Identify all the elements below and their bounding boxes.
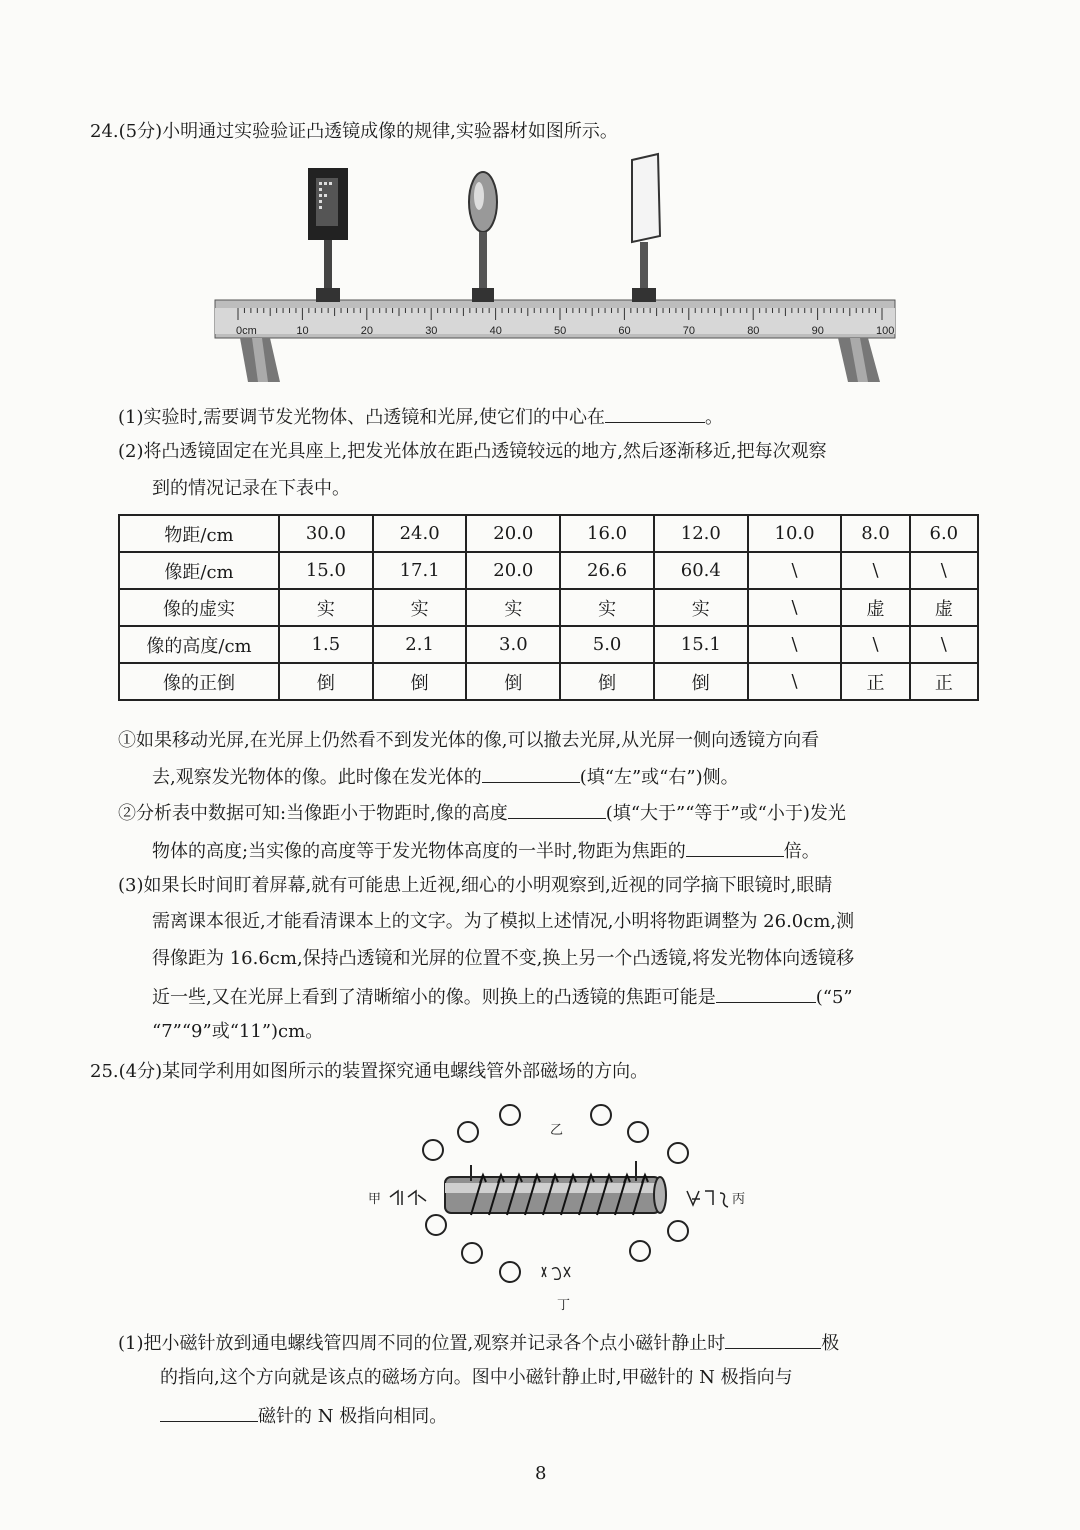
label-ding: 丁: [557, 1298, 571, 1313]
table-cell: 15.0: [279, 552, 373, 589]
table-cell: \: [748, 589, 842, 626]
table-cell: 实: [373, 589, 467, 626]
table-cell: \: [748, 626, 842, 663]
table-cell: 正: [841, 663, 909, 700]
table-cell: 虚: [910, 589, 978, 626]
table-cell: 正: [910, 663, 978, 700]
table-row: [119, 589, 978, 626]
table-cell: 26.6: [560, 552, 654, 589]
q24-part3-line5: “7”“9”或“11”)cm。: [152, 1021, 324, 1042]
table-cell: 20.0: [466, 552, 560, 589]
q25-part1-line3b: 磁针的 N 极指向相同。: [258, 1406, 448, 1427]
optical-bench-figure: [200, 150, 900, 390]
table-cell: \: [748, 663, 842, 700]
table-row: [119, 552, 978, 589]
table-cell: 实: [654, 589, 748, 626]
table-cell: 17.1: [373, 552, 467, 589]
row-header: 像的高度/cm: [119, 626, 279, 663]
answer-blank-5[interactable]: [716, 984, 816, 1003]
q24-header: 24.(5分)小明通过实验验证凸透镜成像的规律,实验器材如图所示。: [90, 121, 618, 142]
table-cell: 60.4: [654, 552, 748, 589]
table-cell: 倒: [373, 663, 467, 700]
answer-blank-2[interactable]: [482, 764, 580, 783]
q24-part3-line3: 得像距为 16.6cm,保持凸透镜和光屏的位置不变,换上另一个凸透镜,将发光物体向透镜移: [152, 948, 855, 969]
table-cell: 6.0: [910, 515, 978, 552]
table-cell: 1.5: [279, 626, 373, 663]
answer-blank-7[interactable]: [160, 1403, 258, 1422]
row-header: 像的虚实: [119, 589, 279, 626]
ruler-label: 50: [554, 325, 567, 337]
solenoid-figure: [360, 1095, 780, 1315]
table-cell: 5.0: [560, 626, 654, 663]
answer-blank-3[interactable]: [508, 800, 606, 819]
table-cell: 10.0: [748, 515, 842, 552]
q24-c1-line2b: (填“左”或“右”)侧。: [579, 767, 739, 788]
row-header: 像距/cm: [119, 552, 279, 589]
ruler-label: 80: [747, 325, 760, 337]
q24-c2-line2b: 倍。: [783, 841, 820, 862]
table-cell: \: [841, 552, 909, 589]
ruler-label: 10: [296, 325, 309, 337]
q24-c2-line1a: ②分析表中数据可知:当像距小于物距时,像的高度: [118, 803, 508, 824]
label-jia: 甲: [368, 1192, 382, 1207]
q24-part3-line4b: (“5”: [815, 987, 853, 1008]
q24-c2-line1b: (填“大于”“等于”或“小于)发光: [605, 803, 846, 824]
table-cell: 16.0: [560, 515, 654, 552]
table-cell: \: [748, 552, 842, 589]
table-cell: 实: [560, 589, 654, 626]
table-cell: 30.0: [279, 515, 373, 552]
table-cell: 倒: [466, 663, 560, 700]
row-header: 物距/cm: [119, 515, 279, 552]
table-cell: 实: [279, 589, 373, 626]
table-cell: 2.1: [373, 626, 467, 663]
q24-part2-line2: 到的情况记录在下表中。: [152, 478, 350, 499]
answer-blank-6[interactable]: [725, 1330, 821, 1349]
ruler-label: 40: [489, 325, 502, 337]
table-cell: \: [841, 626, 909, 663]
table-cell: 15.1: [654, 626, 748, 663]
answer-blank-1[interactable]: [605, 404, 705, 423]
row-header: 像的正倒: [119, 663, 279, 700]
q25-part1-line2: 的指向,这个方向就是该点的磁场方向。图中小磁针静止时,甲磁针的 N 极指向与: [160, 1367, 793, 1388]
q24-part2-line1: (2)将凸透镜固定在光具座上,把发光体放在距凸透镜较远的地方,然后逐渐移近,把每次观察: [118, 441, 827, 462]
q24-c2-line2a: 物体的高度;当实像的高度等于发光物体高度的一半时,物距为焦距的: [152, 841, 686, 862]
table-cell: 实: [466, 589, 560, 626]
table-cell: 倒: [654, 663, 748, 700]
table-cell: \: [910, 626, 978, 663]
table-row: [119, 515, 978, 552]
q24-part3-line4a: 近一些,又在光屏上看到了清晰缩小的像。则换上的凸透镜的焦距可能是: [152, 987, 716, 1008]
table-cell: \: [910, 552, 978, 589]
table-row: [119, 626, 978, 663]
ruler-label: 100: [876, 325, 895, 337]
label-bing: 丙: [732, 1192, 746, 1207]
q24-c1-line2a: 去,观察发光物体的像。此时像在发光体的: [152, 767, 482, 788]
table-cell: 12.0: [654, 515, 748, 552]
table-row: [119, 663, 978, 700]
table-cell: 24.0: [373, 515, 467, 552]
q24-part3-line2: 需离课本很近,才能看清课本上的文字。为了模拟上述情况,小明将物距调整为 26.0cm,测: [152, 911, 855, 932]
ruler-label: 20: [360, 325, 374, 337]
q25-part1-line1b: 极: [821, 1333, 840, 1354]
answer-blank-4[interactable]: [686, 838, 784, 857]
label-yi: 乙: [550, 1123, 564, 1138]
table-cell: 倒: [560, 663, 654, 700]
ruler-label: 60: [618, 325, 631, 337]
q24-part1-end: 。: [704, 407, 723, 428]
data-table: [118, 514, 979, 701]
q25-header: 25.(4分)某同学利用如图所示的装置探究通电螺线管外部磁场的方向。: [90, 1061, 649, 1082]
ruler-label: 90: [811, 325, 824, 337]
table-cell: 8.0: [841, 515, 909, 552]
ruler-label: 0cm: [236, 325, 257, 337]
q24-part3-line1: (3)如果长时间盯着屏幕,就有可能患上近视,细心的小明观察到,近视的同学摘下眼镜时,眼睛: [118, 875, 833, 896]
q24-c1-line1: ①如果移动光屏,在光屏上仍然看不到发光体的像,可以撤去光屏,从光屏一侧向透镜方向看: [118, 730, 820, 751]
table-cell: 倒: [279, 663, 373, 700]
ruler-label: 30: [425, 325, 438, 337]
q25-part1-line1a: (1)把小磁针放到通电螺线管四周不同的位置,观察并记录各个点小磁针静止时: [118, 1333, 726, 1354]
page-number: 8: [535, 1463, 547, 1484]
table-cell: 20.0: [466, 515, 560, 552]
ruler-label: 70: [682, 325, 696, 337]
table-cell: 虚: [841, 589, 909, 626]
table-cell: 3.0: [466, 626, 560, 663]
q24-part1-text: (1)实验时,需要调节发光物体、凸透镜和光屏,使它们的中心在: [118, 407, 605, 428]
